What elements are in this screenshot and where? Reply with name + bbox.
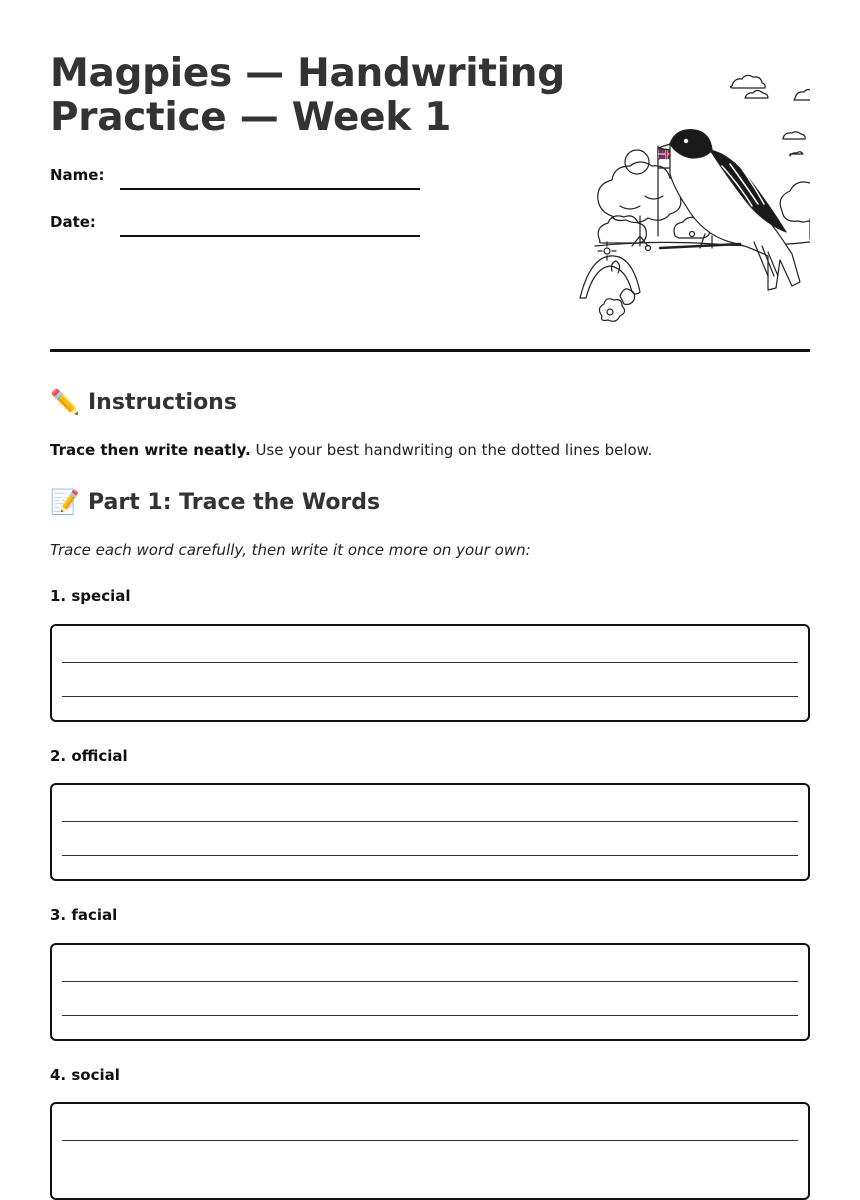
title-line-1: Magpies — Handwriting xyxy=(50,51,565,96)
trace-line[interactable] xyxy=(62,981,798,982)
write-line[interactable] xyxy=(62,855,798,856)
write-line[interactable] xyxy=(62,696,798,697)
magpie-bird xyxy=(658,130,800,290)
word-label-4: 4. social xyxy=(50,1066,120,1084)
word-label-1: 1. special xyxy=(50,587,131,605)
clouds xyxy=(731,75,811,156)
date-write-line[interactable] xyxy=(120,235,420,237)
part1-subtitle: Trace each word carefully, then write it once more on your own: xyxy=(50,541,531,559)
pencil-icon: ✏️ xyxy=(50,388,80,416)
date-field[interactable] xyxy=(50,213,420,243)
word-label-2: 2. official xyxy=(50,747,128,765)
instructions-heading xyxy=(50,388,237,416)
arch xyxy=(580,256,640,298)
write-line[interactable] xyxy=(62,1015,798,1016)
trace-box-2[interactable] xyxy=(50,783,810,881)
name-write-line[interactable] xyxy=(120,188,420,190)
memo-icon: 📝 xyxy=(50,488,80,516)
worksheet-title xyxy=(50,52,570,140)
part1-heading-text: Part 1: Trace the Words xyxy=(88,489,381,515)
trace-box-4[interactable] xyxy=(50,1102,810,1200)
right-tree xyxy=(780,182,810,242)
word-label-3: 3. facial xyxy=(50,906,118,924)
date-label: Date: xyxy=(50,213,96,231)
instructions-body: Use your best handwriting on the dotted lines below. xyxy=(250,441,653,459)
instructions-text xyxy=(50,441,652,459)
trace-line[interactable] xyxy=(62,821,798,822)
title-line-2: Practice — Week 1 xyxy=(50,95,452,140)
trace-box-3[interactable] xyxy=(50,943,810,1041)
name-field[interactable] xyxy=(50,166,420,196)
header-divider xyxy=(50,349,810,352)
magpie-illustration xyxy=(540,66,810,328)
name-label: Name: xyxy=(50,166,105,184)
part1-heading xyxy=(50,488,380,516)
trace-line[interactable] xyxy=(62,662,798,663)
instructions-heading-text: Instructions xyxy=(88,389,237,415)
trace-line[interactable] xyxy=(62,1140,798,1141)
trace-box-1[interactable] xyxy=(50,624,810,722)
instructions-bold: Trace then write neatly. xyxy=(50,441,251,459)
left-tree xyxy=(598,162,681,246)
